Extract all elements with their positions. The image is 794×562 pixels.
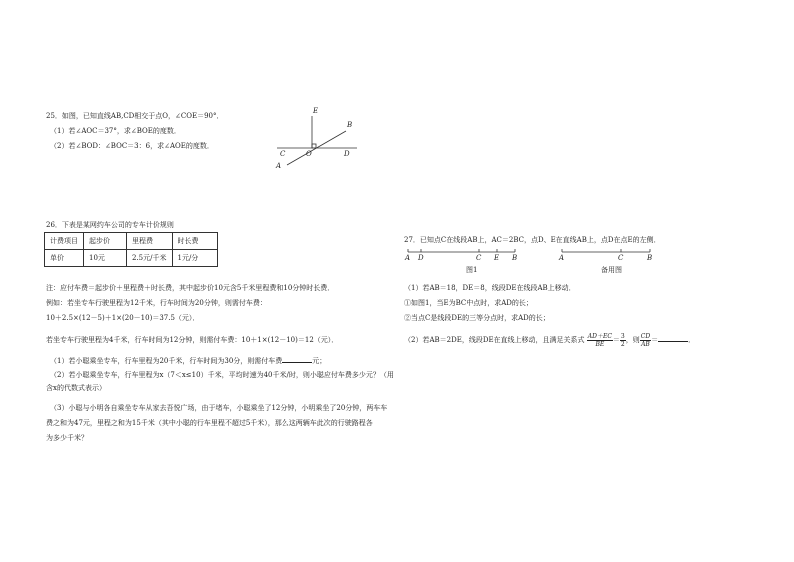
table-cell: 10元 xyxy=(84,250,127,267)
table-cell: 单价 xyxy=(45,250,84,267)
equals: ＝ xyxy=(612,336,620,344)
q26-sub1 xyxy=(50,356,326,366)
fraction-cd-over-ab xyxy=(640,333,651,348)
fee-table xyxy=(44,232,218,267)
table-header: 起步价 xyxy=(84,233,127,250)
frac-num: CD xyxy=(640,332,651,340)
q26-formula1: 10＋2.5×(12－5)＋1×(20－10)＝37.5（元）． xyxy=(46,314,200,322)
q26-sub3-line3: 为多少千米？ xyxy=(46,434,88,442)
then: ，则 xyxy=(625,336,640,344)
label-c: C xyxy=(280,150,286,158)
q26-note: 注：应付车费＝起步价＋里程费＋时长费，其中起步价10元含5千米里程费和10分钟时长费． xyxy=(46,284,335,292)
q27-part1a: ①如图1，当E为BC中点时，求AD的长； xyxy=(404,299,533,307)
q27-fig1 xyxy=(408,249,515,252)
q25-part2: （2）若∠BOD：∠BOC＝3：6，求∠AOE的度数． xyxy=(50,142,214,150)
q27-part1b: ②当点C是线段DE的三等分点时，求AD的长； xyxy=(404,314,550,322)
fig1-label-a: A xyxy=(405,254,411,262)
label-d: D xyxy=(344,150,350,158)
q27-part1: （1）若AB＝18，DE＝8，线段DE在线段AB上移动． xyxy=(404,284,576,292)
q27-stem: 27．已知点C在线段AB上，AC＝2BC，点D、E在直线AB上，点D在点E的左侧． xyxy=(404,236,661,244)
frac-den: BE xyxy=(595,340,605,348)
table-cell: 1元/分 xyxy=(172,250,217,267)
fig2-caption: 备用图 xyxy=(601,266,622,274)
q27-part2 xyxy=(404,332,695,348)
table-header-row xyxy=(45,233,218,250)
q26-sub2-line1: （2）若小聪乘坐专车，行车里程为x（7＜x≤10）千米，平均时速为40千米/时，则小聪应付车费多少元？（用 xyxy=(50,371,394,379)
answer-blank[interactable] xyxy=(282,356,312,363)
table-header: 计费项目 xyxy=(45,233,84,250)
label-o: O xyxy=(306,150,312,158)
label-b: B xyxy=(347,121,353,129)
fig1-label-c: C xyxy=(476,254,482,262)
table-header: 时长费 xyxy=(172,233,217,250)
fraction-ad-ec-over-be xyxy=(587,333,613,348)
frac-num: 3 xyxy=(620,332,625,340)
frac-num: AD＋EC xyxy=(587,332,612,340)
frac-den: 2 xyxy=(620,340,625,348)
table-cell: 2.5元/千米 xyxy=(127,250,173,267)
q25-part1: （1）若∠AOC＝37°，求∠BOE的度数． xyxy=(50,127,181,135)
fig1-label-d: D xyxy=(418,254,424,262)
label-e: E xyxy=(313,107,319,115)
frac-den: AB xyxy=(641,340,650,348)
fig1-label-b: B xyxy=(512,254,518,262)
table-row xyxy=(45,250,218,267)
q26-line2: 若坐专车行驶里程为4千米，行车时间为12分钟，则需付车费：10＋1×(12－10)＝12（元）． xyxy=(46,336,339,344)
fig2-label-c: C xyxy=(618,254,624,262)
equals-end: ＝ xyxy=(651,336,659,344)
q26-sub1-unit: 元； xyxy=(312,357,327,365)
q26-example: 例如：若坐专车行驶里程为12千米，行车时间为20分钟，则需付车费： xyxy=(46,299,267,307)
q26-sub3-line1: （3）小聪与小明各自乘坐专车从家去吾悦广场，由于堵车，小聪乘坐了12分钟，小明乘坐了20分钟，两车车 xyxy=(50,404,388,412)
q26-sub1-text: （1）若小聪乘坐专车，行车里程为20千米，行车时间为30分，则需付车费 xyxy=(50,357,283,365)
table-header: 里程费 xyxy=(127,233,173,250)
q26-title: 26．下表是某网约车公司的专车计价规则 xyxy=(46,221,174,229)
q25-stem: 25．如图，已知直线AB,CD相交于点O，∠COE＝90°． xyxy=(46,112,224,120)
fig1-caption: 图1 xyxy=(466,266,478,274)
q27-fig2 xyxy=(562,249,650,252)
fig2-label-b: B xyxy=(647,254,653,262)
q26-sub3-line2: 费之和为47元，里程之和为15千米（其中小聪的行车里程不超过5千米），那么这两辆车此次的行驶路程各 xyxy=(46,419,373,427)
answer-blank[interactable] xyxy=(658,335,688,342)
fig2-label-a: A xyxy=(559,254,565,262)
label-a: A xyxy=(276,162,282,170)
period: ． xyxy=(688,336,696,344)
right-angle-mark xyxy=(312,144,316,148)
q27-part2-text: （2）若AB＝2DE，线段DE在直线上移动，且满足关系式 xyxy=(404,336,585,344)
fig1-label-e: E xyxy=(494,254,500,262)
q26-sub2-line2: 含x的代数式表示） xyxy=(46,384,106,392)
